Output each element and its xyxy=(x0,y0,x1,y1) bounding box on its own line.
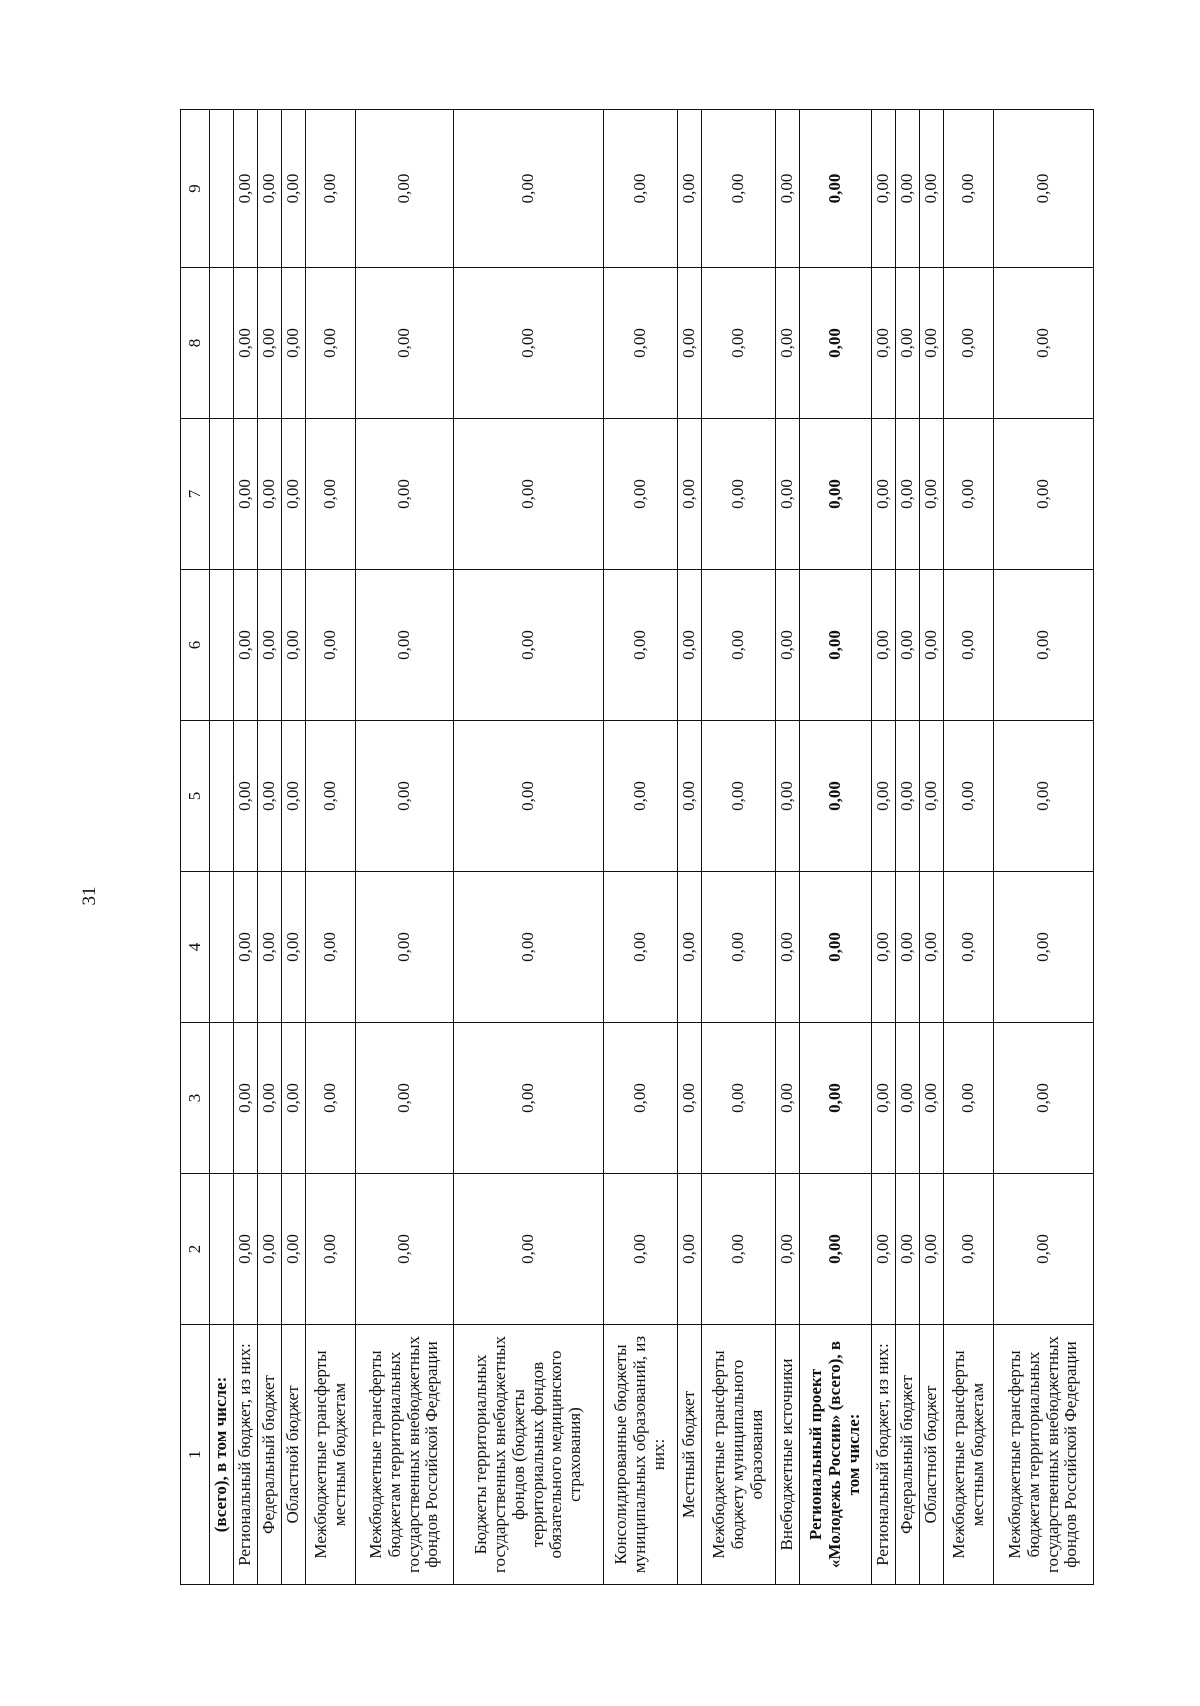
value-cell: 0,00 xyxy=(356,419,454,570)
value-cell: 0,00 xyxy=(356,268,454,419)
value-cell: 0,00 xyxy=(454,419,604,570)
value-cell: 0,00 xyxy=(800,721,872,872)
value-cell: 0,00 xyxy=(896,721,920,872)
value-cell: 0,00 xyxy=(234,721,258,872)
value-cell: 0,00 xyxy=(800,1174,872,1325)
row-label: Межбюджетные трансферты местным бюджетам xyxy=(306,1325,356,1585)
value-cell: 0,00 xyxy=(702,268,776,419)
value-cell: 0,00 xyxy=(944,110,994,268)
value-cell: 0,00 xyxy=(306,721,356,872)
value-cell: 0,00 xyxy=(800,268,872,419)
value-cell: 0,00 xyxy=(678,1174,702,1325)
value-cell: 0,00 xyxy=(356,721,454,872)
row-label: Межбюджетные трансферты местным бюджетам xyxy=(944,1325,994,1585)
value-cell: 0,00 xyxy=(994,570,1094,721)
value-cell: 0,00 xyxy=(604,721,678,872)
value-cell: 0,00 xyxy=(702,110,776,268)
value-cell: 0,00 xyxy=(454,1174,604,1325)
value-cell: 0,00 xyxy=(920,1023,944,1174)
value-cell: 0,00 xyxy=(678,268,702,419)
value-cell: 0,00 xyxy=(702,419,776,570)
value-cell: 0,00 xyxy=(944,1174,994,1325)
table-row xyxy=(702,110,776,1585)
value-cell: 0,00 xyxy=(356,1023,454,1174)
value-cell: 0,00 xyxy=(800,1023,872,1174)
value-cell: 0,00 xyxy=(282,1174,306,1325)
value-cell: 0,00 xyxy=(994,1174,1094,1325)
value-cell: 0,00 xyxy=(896,872,920,1023)
row-label: (всего), в том числе: xyxy=(210,1325,234,1585)
value-cell: 0,00 xyxy=(896,268,920,419)
value-cell: 0,00 xyxy=(306,570,356,721)
value-cell: 0,00 xyxy=(678,570,702,721)
value-cell: 0,00 xyxy=(776,721,800,872)
value-cell: 0,00 xyxy=(282,721,306,872)
value-cell: 0,00 xyxy=(920,268,944,419)
column-number-5: 5 xyxy=(181,721,210,872)
row-label: Региональный бюджет, из них: xyxy=(872,1325,896,1585)
table-row xyxy=(356,110,454,1585)
value-cell: 0,00 xyxy=(258,570,282,721)
value-cell: 0,00 xyxy=(306,419,356,570)
value-cell xyxy=(210,268,234,419)
row-label: Местный бюджет xyxy=(678,1325,702,1585)
value-cell: 0,00 xyxy=(994,721,1094,872)
column-number-7: 7 xyxy=(181,419,210,570)
value-cell xyxy=(210,721,234,872)
value-cell: 0,00 xyxy=(920,570,944,721)
value-cell xyxy=(210,1174,234,1325)
column-number-1: 1 xyxy=(181,1325,210,1585)
value-cell: 0,00 xyxy=(258,872,282,1023)
value-cell: 0,00 xyxy=(454,721,604,872)
value-cell xyxy=(210,570,234,721)
row-label: Внебюджетные источники xyxy=(776,1325,800,1585)
value-cell: 0,00 xyxy=(702,872,776,1023)
budget-table xyxy=(180,109,1094,1585)
value-cell: 0,00 xyxy=(944,1023,994,1174)
value-cell: 0,00 xyxy=(604,872,678,1023)
table-row xyxy=(920,110,944,1585)
value-cell: 0,00 xyxy=(896,110,920,268)
value-cell: 0,00 xyxy=(306,1174,356,1325)
value-cell: 0,00 xyxy=(872,110,896,268)
value-cell: 0,00 xyxy=(356,1174,454,1325)
value-cell: 0,00 xyxy=(258,1023,282,1174)
value-cell: 0,00 xyxy=(604,110,678,268)
value-cell: 0,00 xyxy=(872,1174,896,1325)
row-label: Региональный проект «Молодежь России» (всего), в том числе: xyxy=(800,1325,872,1585)
value-cell: 0,00 xyxy=(454,268,604,419)
value-cell: 0,00 xyxy=(282,872,306,1023)
value-cell: 0,00 xyxy=(234,1023,258,1174)
column-number-4: 4 xyxy=(181,872,210,1023)
value-cell: 0,00 xyxy=(604,570,678,721)
value-cell: 0,00 xyxy=(604,419,678,570)
row-label: Областной бюджет xyxy=(282,1325,306,1585)
value-cell xyxy=(210,1023,234,1174)
page-number: 31 xyxy=(79,886,100,906)
value-cell xyxy=(210,872,234,1023)
value-cell: 0,00 xyxy=(994,419,1094,570)
row-label: Межбюджетные трансферты бюджетам территориальных государственных внебюджетных фондов Российской Федерации xyxy=(994,1325,1094,1585)
table-row xyxy=(454,110,604,1585)
value-cell: 0,00 xyxy=(776,1174,800,1325)
value-cell: 0,00 xyxy=(678,1023,702,1174)
value-cell: 0,00 xyxy=(944,268,994,419)
value-cell: 0,00 xyxy=(872,570,896,721)
value-cell: 0,00 xyxy=(282,570,306,721)
table-row xyxy=(258,110,282,1585)
value-cell: 0,00 xyxy=(678,110,702,268)
value-cell: 0,00 xyxy=(920,872,944,1023)
table-row xyxy=(776,110,800,1585)
value-cell: 0,00 xyxy=(258,268,282,419)
value-cell: 0,00 xyxy=(994,872,1094,1023)
value-cell: 0,00 xyxy=(306,268,356,419)
value-cell: 0,00 xyxy=(454,570,604,721)
value-cell: 0,00 xyxy=(306,1023,356,1174)
value-cell: 0,00 xyxy=(702,570,776,721)
table-row xyxy=(678,110,702,1585)
value-cell: 0,00 xyxy=(306,110,356,268)
value-cell: 0,00 xyxy=(678,872,702,1023)
value-cell: 0,00 xyxy=(702,1174,776,1325)
value-cell: 0,00 xyxy=(872,419,896,570)
value-cell: 0,00 xyxy=(604,1023,678,1174)
value-cell: 0,00 xyxy=(776,872,800,1023)
value-cell: 0,00 xyxy=(896,1174,920,1325)
table-row xyxy=(282,110,306,1585)
rotated-table-container xyxy=(180,110,1081,1585)
value-cell: 0,00 xyxy=(872,268,896,419)
value-cell: 0,00 xyxy=(234,268,258,419)
row-label: Бюджеты территориальных государственных внебюджетных фондов (бюджеты территориальных фондов обязательного медицинского страхования) xyxy=(454,1325,604,1585)
value-cell: 0,00 xyxy=(920,419,944,570)
value-cell: 0,00 xyxy=(776,110,800,268)
value-cell: 0,00 xyxy=(282,268,306,419)
value-cell: 0,00 xyxy=(258,110,282,268)
value-cell: 0,00 xyxy=(258,1174,282,1325)
table-row xyxy=(994,110,1094,1585)
value-cell xyxy=(210,419,234,570)
value-cell: 0,00 xyxy=(944,419,994,570)
value-cell: 0,00 xyxy=(896,1023,920,1174)
row-label: Межбюджетные трансферты бюджету муниципального образования xyxy=(702,1325,776,1585)
value-cell: 0,00 xyxy=(872,872,896,1023)
value-cell: 0,00 xyxy=(896,419,920,570)
table-row xyxy=(234,110,258,1585)
column-number-2: 2 xyxy=(181,1174,210,1325)
value-cell: 0,00 xyxy=(944,721,994,872)
table-row xyxy=(944,110,994,1585)
value-cell: 0,00 xyxy=(920,721,944,872)
value-cell: 0,00 xyxy=(604,268,678,419)
value-cell: 0,00 xyxy=(872,721,896,872)
value-cell xyxy=(210,110,234,268)
table-row xyxy=(306,110,356,1585)
table-row xyxy=(896,110,920,1585)
value-cell: 0,00 xyxy=(920,1174,944,1325)
value-cell: 0,00 xyxy=(356,872,454,1023)
column-number-8: 8 xyxy=(181,268,210,419)
row-label: Межбюджетные трансферты бюджетам территориальных государственных внебюджетных фондов Российской Федерации xyxy=(356,1325,454,1585)
value-cell: 0,00 xyxy=(234,419,258,570)
row-label: Федеральный бюджет xyxy=(896,1325,920,1585)
value-cell: 0,00 xyxy=(678,721,702,872)
value-cell: 0,00 xyxy=(258,721,282,872)
value-cell: 0,00 xyxy=(604,1174,678,1325)
value-cell: 0,00 xyxy=(282,110,306,268)
value-cell: 0,00 xyxy=(800,570,872,721)
value-cell: 0,00 xyxy=(306,872,356,1023)
value-cell: 0,00 xyxy=(454,872,604,1023)
table-row xyxy=(604,110,678,1585)
value-cell: 0,00 xyxy=(258,419,282,570)
value-cell: 0,00 xyxy=(282,419,306,570)
value-cell: 0,00 xyxy=(234,110,258,268)
column-number-header-row xyxy=(181,110,210,1585)
value-cell: 0,00 xyxy=(282,1023,306,1174)
value-cell: 0,00 xyxy=(872,1023,896,1174)
value-cell: 0,00 xyxy=(776,268,800,419)
value-cell: 0,00 xyxy=(944,570,994,721)
value-cell: 0,00 xyxy=(356,110,454,268)
value-cell: 0,00 xyxy=(776,570,800,721)
table-row xyxy=(210,110,234,1585)
value-cell: 0,00 xyxy=(678,419,702,570)
row-label: Региональный бюджет, из них: xyxy=(234,1325,258,1585)
value-cell: 0,00 xyxy=(800,110,872,268)
value-cell: 0,00 xyxy=(234,570,258,721)
value-cell: 0,00 xyxy=(994,1023,1094,1174)
value-cell: 0,00 xyxy=(994,110,1094,268)
value-cell: 0,00 xyxy=(800,872,872,1023)
value-cell: 0,00 xyxy=(454,110,604,268)
column-number-3: 3 xyxy=(181,1023,210,1174)
table-body xyxy=(210,110,1094,1585)
value-cell: 0,00 xyxy=(454,1023,604,1174)
value-cell: 0,00 xyxy=(776,1023,800,1174)
value-cell: 0,00 xyxy=(356,570,454,721)
value-cell: 0,00 xyxy=(944,872,994,1023)
row-label: Федеральный бюджет xyxy=(258,1325,282,1585)
table-row xyxy=(800,110,872,1585)
value-cell: 0,00 xyxy=(702,721,776,872)
value-cell: 0,00 xyxy=(234,1174,258,1325)
column-number-9: 9 xyxy=(181,110,210,268)
row-label: Консолидированные бюджеты муниципальных образований, из них: xyxy=(604,1325,678,1585)
value-cell: 0,00 xyxy=(920,110,944,268)
value-cell: 0,00 xyxy=(800,419,872,570)
row-label: Областной бюджет xyxy=(920,1325,944,1585)
value-cell: 0,00 xyxy=(234,872,258,1023)
column-number-6: 6 xyxy=(181,570,210,721)
table-row xyxy=(872,110,896,1585)
value-cell: 0,00 xyxy=(896,570,920,721)
value-cell: 0,00 xyxy=(702,1023,776,1174)
value-cell: 0,00 xyxy=(776,419,800,570)
value-cell: 0,00 xyxy=(994,268,1094,419)
